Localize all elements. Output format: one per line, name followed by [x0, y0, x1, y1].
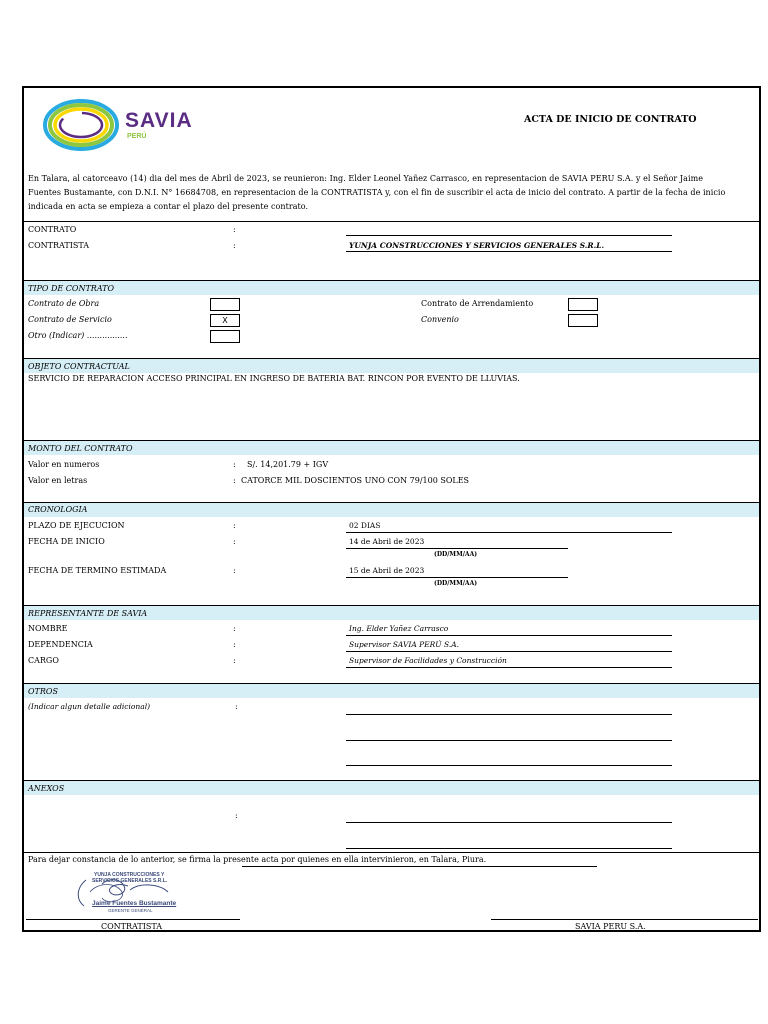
plazo-label: PLAZO DE EJECUCION: [28, 521, 125, 530]
section-header-bar: [24, 503, 759, 517]
logo-sub: PERÚ: [127, 133, 147, 140]
intro-paragraph: En Talara, al catorceavo (14) dia del mes de Abril de 2023, se reunieron: Ing. Elder Leonel Yañez Carrasco, en representacion de SAVIA PERU S.A. y el Señor Jaime Fuentes Bustamante, con D.N.I. N° 16684708, en representacion de la CONTRATISTA y, con el fin de suscribir el acta de inicio del contrato. A partir de la fecha de inicio indicada en acta se empieza a contar el plazo del presente contrato.: [28, 174, 726, 211]
contratista-stamp: [72, 870, 192, 916]
representante-heading: REPRESENTANTE DE SAVIA: [28, 609, 148, 618]
colon: :: [233, 521, 236, 530]
section-header-bar: [24, 281, 759, 295]
anexos-field-line: [346, 848, 672, 849]
section-header-bar: [24, 684, 759, 698]
otros-field-line: [346, 765, 672, 766]
objeto-heading: OBJETO CONTRACTUAL: [28, 362, 130, 371]
colon: :: [233, 537, 236, 546]
nombre-field-line: [346, 635, 672, 636]
savia-sign-label: SAVIA PERU S.A.: [575, 922, 646, 931]
fecha-termino-label: FECHA DE TERMINO ESTIMADA: [28, 566, 167, 575]
colon: :: [233, 566, 236, 575]
fecha-termino-value: 15 de Abril de 2023: [349, 566, 425, 575]
colon: :: [233, 640, 236, 649]
logo-name: SAVIA: [125, 109, 193, 132]
colon: :: [233, 476, 236, 485]
valor-numeros-label: Valor en numeros: [28, 460, 100, 469]
fecha-inicio-label: FECHA DE INICIO: [28, 537, 105, 546]
date-format-hint: (DD/MM/AA): [434, 580, 478, 587]
anexos-field-line: [346, 822, 672, 823]
dependencia-field-line: [346, 651, 672, 652]
contratista-field-line: [346, 251, 672, 252]
contratista-value: YUNJA CONSTRUCCIONES Y SERVICIOS GENERALES S.R.L.: [349, 241, 605, 250]
objeto-text: SERVICIO DE REPARACION ACCESO PRINCIPAL EN INGRESO DE BATERIA BAT. RINCON POR EVENTO DE LLUVIAS.: [28, 374, 520, 383]
valor-letras-label: Valor en letras: [28, 476, 88, 485]
contrato-servicio-label: Contrato de Servicio: [28, 315, 112, 324]
contrato-label: CONTRATO: [28, 225, 77, 234]
stamp-line2: SERVICIOS GENERALES S.R.L.: [92, 878, 168, 884]
constancia-text: Para dejar constancia de lo anterior, se firma la presente acta por quienes en ella intervinieron, en Talara, Piura.: [28, 855, 487, 864]
colon: :: [233, 460, 236, 469]
colon: :: [233, 225, 236, 234]
savia-signature-line: [491, 919, 758, 920]
otro-label: Otro (Indicar) ................: [28, 331, 128, 340]
cargo-field-line: [346, 667, 672, 668]
fecha-inicio-value: 14 de Abril de 2023: [349, 537, 425, 546]
nombre-value: Ing. Elder Yañez Carrasco: [349, 624, 449, 633]
fecha-termino-field-line: [346, 577, 568, 578]
otros-heading: OTROS: [28, 687, 58, 696]
savia-logo: [41, 95, 226, 155]
plazo-value: 02 DIAS: [349, 521, 381, 530]
convenio-label: Convenio: [421, 315, 459, 324]
acta-form: [22, 86, 761, 932]
contrato-obra-checkbox[interactable]: [210, 298, 240, 311]
section-header-bar: [24, 441, 759, 455]
colon: :: [233, 656, 236, 665]
dependencia-label: DEPENDENCIA: [28, 640, 93, 649]
otros-label: (Indicar algun detalle adicional): [28, 702, 151, 711]
arrendamiento-checkbox[interactable]: [568, 298, 598, 311]
colon: :: [235, 811, 238, 820]
anexos-heading: ANEXOS: [28, 784, 65, 793]
contrato-servicio-checkbox[interactable]: X: [210, 314, 240, 327]
valor-letras-value: CATORCE MIL DOSCIENTOS UNO CON 79/100 SOLES: [241, 476, 470, 485]
stamp-name: Jaime Fuentes Bustamante: [92, 900, 177, 907]
section-header-bar: [24, 359, 759, 373]
otros-field-line: [346, 740, 672, 741]
convenio-checkbox[interactable]: [568, 314, 598, 327]
cronologia-heading: CRONOLOGIA: [28, 505, 88, 514]
stamp-role: GERENTE GENERAL: [108, 908, 153, 913]
otro-checkbox[interactable]: [210, 330, 240, 343]
cargo-label: CARGO: [28, 656, 59, 665]
contratista-signature-line: [26, 919, 240, 920]
divider: [24, 852, 759, 853]
tipo-heading: TIPO DE CONTRATO: [28, 284, 115, 293]
contrato-field-line: [346, 235, 672, 236]
cargo-value: Supervisor de Facilidades y Construcción: [349, 656, 507, 665]
colon: :: [235, 702, 238, 711]
divider: [24, 221, 759, 222]
page-title: ACTA DE INICIO DE CONTRATO: [524, 114, 697, 125]
stamp-line1: YUNJA CONSTRUCCIONES Y: [94, 872, 165, 878]
arrendamiento-label: Contrato de Arrendamiento: [421, 299, 534, 308]
valor-numeros-value: S/. 14,201.79 + IGV: [247, 460, 329, 469]
savia-logo-rings-icon: [41, 95, 121, 155]
dependencia-value: Supervisor SAVIA PERÚ S.A.: [349, 640, 460, 649]
contrato-obra-label: Contrato de Obra: [28, 299, 100, 308]
constancia-underline: [242, 866, 597, 867]
monto-heading: MONTO DEL CONTRATO: [28, 444, 133, 453]
contratista-label: CONTRATISTA: [28, 241, 90, 250]
contratista-sign-label: CONTRATISTA: [101, 922, 163, 931]
section-header-bar: [24, 781, 759, 795]
plazo-field-line: [346, 532, 672, 533]
colon: :: [233, 241, 236, 250]
fecha-inicio-field-line: [346, 548, 568, 549]
otros-field-line: [346, 714, 672, 715]
nombre-label: NOMBRE: [28, 624, 68, 633]
date-format-hint: (DD/MM/AA): [434, 551, 478, 558]
colon: :: [233, 624, 236, 633]
